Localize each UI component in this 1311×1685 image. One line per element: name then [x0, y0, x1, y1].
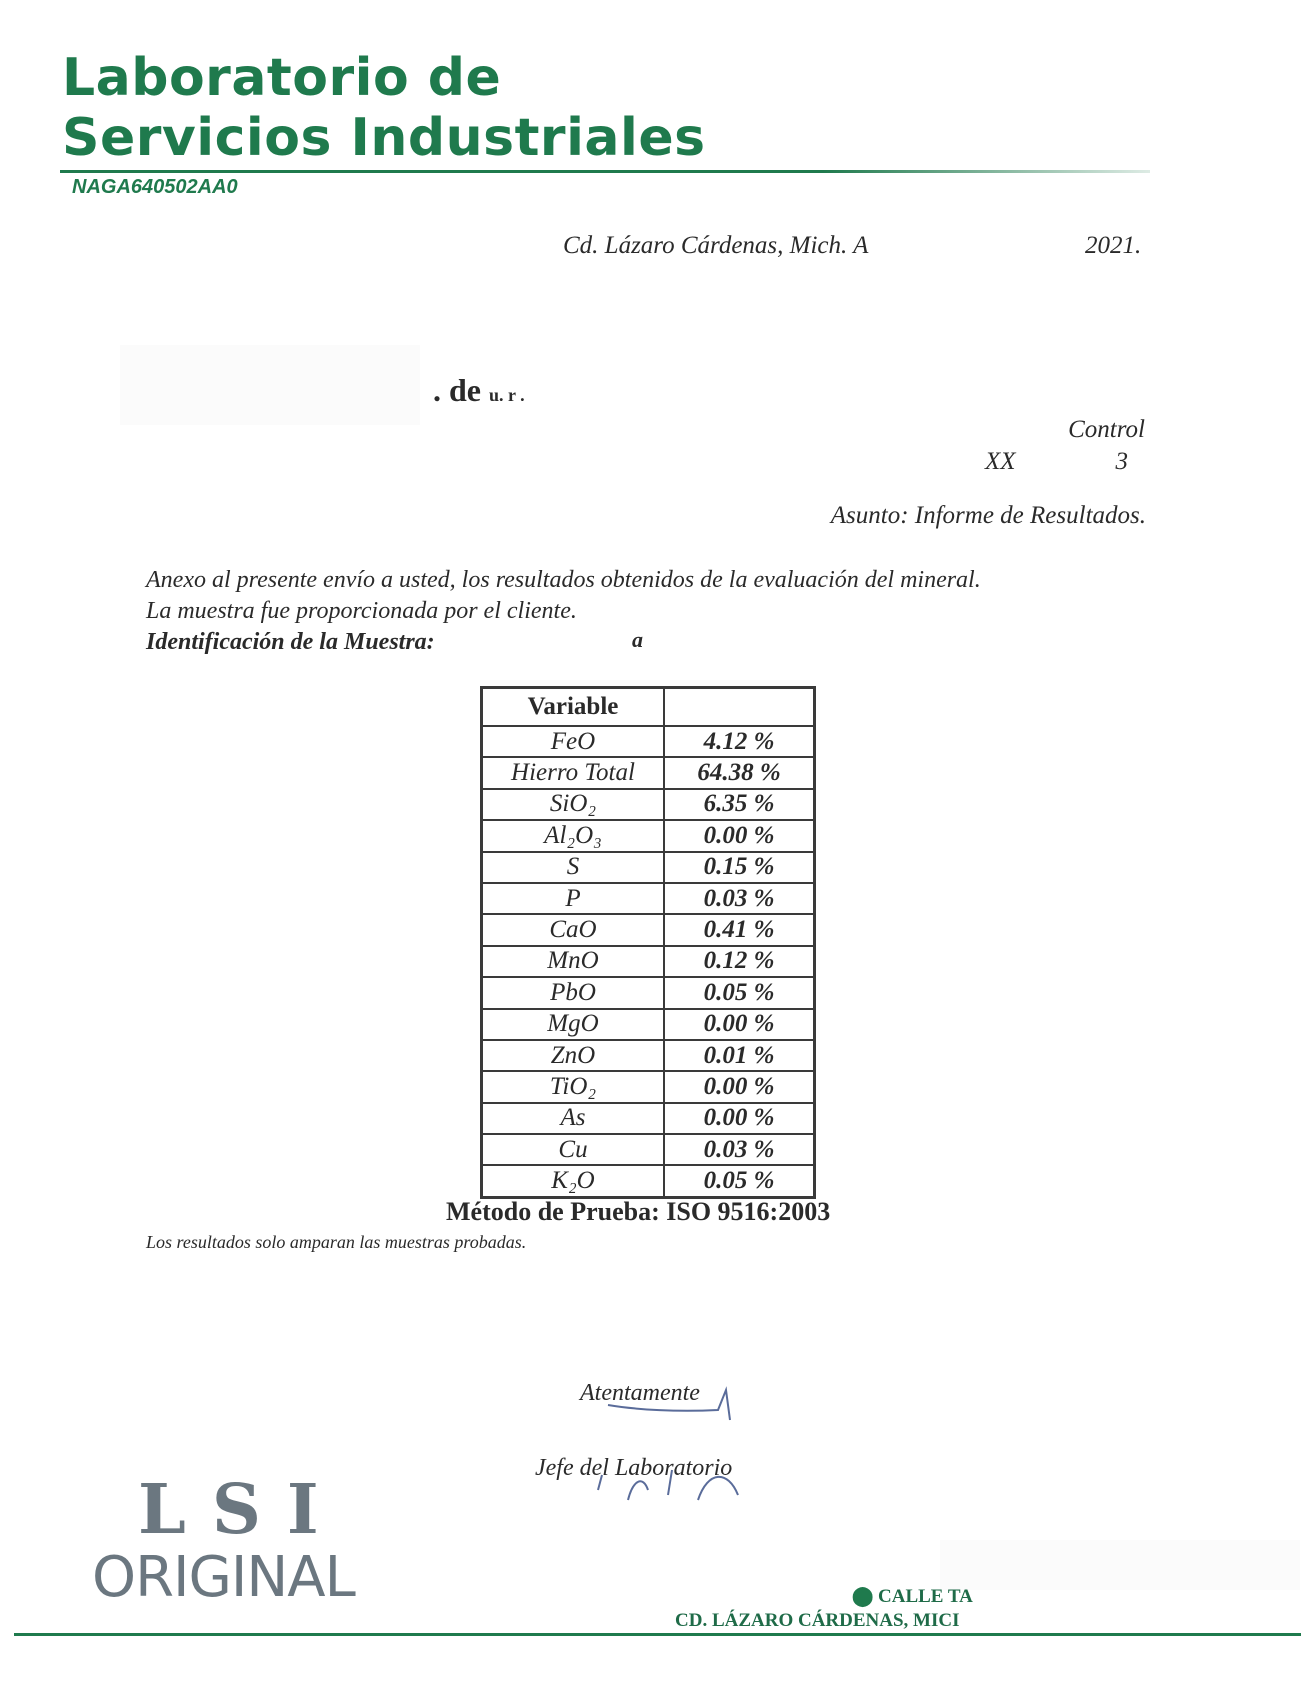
- table-row: [482, 1009, 815, 1040]
- control-label: Control: [1068, 416, 1145, 443]
- table-row: [482, 1134, 815, 1165]
- results-note: Los resultados solo amparan las muestras probadas.: [146, 1232, 527, 1252]
- value-cell: 0.00 %: [664, 1103, 815, 1134]
- value-cell: 0.05 %: [664, 977, 815, 1008]
- variable-cell: CaO: [482, 914, 665, 945]
- body-line-2: La muestra fue proporcionada por el cliente.: [146, 598, 577, 624]
- variable-cell: ZnO: [482, 1040, 665, 1071]
- value-cell: 0.41 %: [664, 914, 815, 945]
- table-row: [482, 1165, 815, 1197]
- variable-cell: Hierro Total: [482, 757, 665, 788]
- header-rule: [60, 170, 1150, 173]
- variable-cell: S: [482, 852, 665, 883]
- redacted-area-footer: [940, 1540, 1300, 1590]
- table-row: [482, 977, 815, 1008]
- value-cell: 6.35 %: [664, 789, 815, 820]
- date-year: 2021.: [1085, 232, 1142, 259]
- value-cell: 0.00 %: [664, 1071, 815, 1102]
- value-cell: 0.15 %: [664, 852, 815, 883]
- table-row: [482, 1103, 815, 1134]
- value-cell: 64.38 %: [664, 757, 815, 788]
- value-cell: 0.05 %: [664, 1165, 815, 1197]
- lab-name-title: [62, 48, 706, 168]
- signatory-title: Jefe del Laboratorio: [535, 1455, 733, 1481]
- variable-cell: K₂O: [482, 1165, 665, 1197]
- value-cell: 0.03 %: [664, 883, 815, 914]
- header-variable: Variable: [482, 688, 665, 727]
- stamp-lsi: LSI: [138, 1470, 345, 1550]
- table-row: [482, 789, 815, 820]
- variable-cell: P: [482, 883, 665, 914]
- control-number: XX 3: [985, 448, 1129, 475]
- address-line1-text: CALLE TA: [878, 1586, 973, 1607]
- body-line-1: Anexo al presente envío a usted, los resultados obtenidos de la evaluación del mineral.: [146, 567, 981, 593]
- redacted-area: [120, 345, 420, 425]
- lab-name-line1: Laboratorio de: [62, 48, 502, 108]
- addressee-text: . de: [433, 372, 489, 408]
- results-table: [480, 686, 816, 1199]
- date-place: Cd. Lázaro Cárdenas, Mich. A: [563, 232, 869, 259]
- footer-address-line1: [852, 1585, 973, 1608]
- variable-cell: FeO: [482, 726, 665, 757]
- header-value: [664, 688, 815, 727]
- lab-name-line2: Servicios Industriales: [62, 108, 706, 168]
- value-cell: 0.01 %: [664, 1040, 815, 1071]
- value-cell: 0.00 %: [664, 820, 815, 851]
- table-row: [482, 1040, 815, 1071]
- footer-address-line2: CD. LÁZARO CÁRDENAS, MICI: [675, 1610, 960, 1631]
- table-row: [482, 914, 815, 945]
- table-row: [482, 946, 815, 977]
- value-cell: 0.03 %: [664, 1134, 815, 1165]
- table-row: [482, 726, 815, 757]
- table-header-row: [482, 688, 815, 727]
- subject-line: Asunto: Informe de Resultados.: [830, 502, 1146, 529]
- variable-cell: Al₂O₃: [482, 820, 665, 851]
- table-row: [482, 757, 815, 788]
- location-pin-icon: ⬤: [852, 1586, 874, 1607]
- variable-cell: MgO: [482, 1009, 665, 1040]
- variable-cell: SiO₂: [482, 789, 665, 820]
- sample-id-label: Identificación de la Muestra:: [146, 629, 435, 655]
- value-cell: 0.12 %: [664, 946, 815, 977]
- table-row: [482, 1071, 815, 1102]
- variable-cell: TiO₂: [482, 1071, 665, 1102]
- test-method: Método de Prueba: ISO 9516:2003: [446, 1197, 831, 1226]
- variable-cell: As: [482, 1103, 665, 1134]
- handwritten-signature: [588, 1350, 768, 1510]
- body-paragraph: [146, 565, 981, 658]
- footer-rule: [14, 1633, 1301, 1636]
- sample-id-value: a: [632, 627, 643, 652]
- value-cell: 0.00 %: [664, 1009, 815, 1040]
- table-row: [482, 883, 815, 914]
- value-cell: 4.12 %: [664, 726, 815, 757]
- variable-cell: MnO: [482, 946, 665, 977]
- stamp-original: ORIGINAL: [92, 1545, 355, 1610]
- closing: Atentamente: [580, 1380, 700, 1406]
- variable-cell: PbO: [482, 977, 665, 1008]
- table-row: [482, 852, 815, 883]
- addressee: . de u. r .: [433, 372, 525, 408]
- tax-id: NAGA640502AA0: [72, 176, 238, 198]
- variable-cell: Cu: [482, 1134, 665, 1165]
- table-row: [482, 820, 815, 851]
